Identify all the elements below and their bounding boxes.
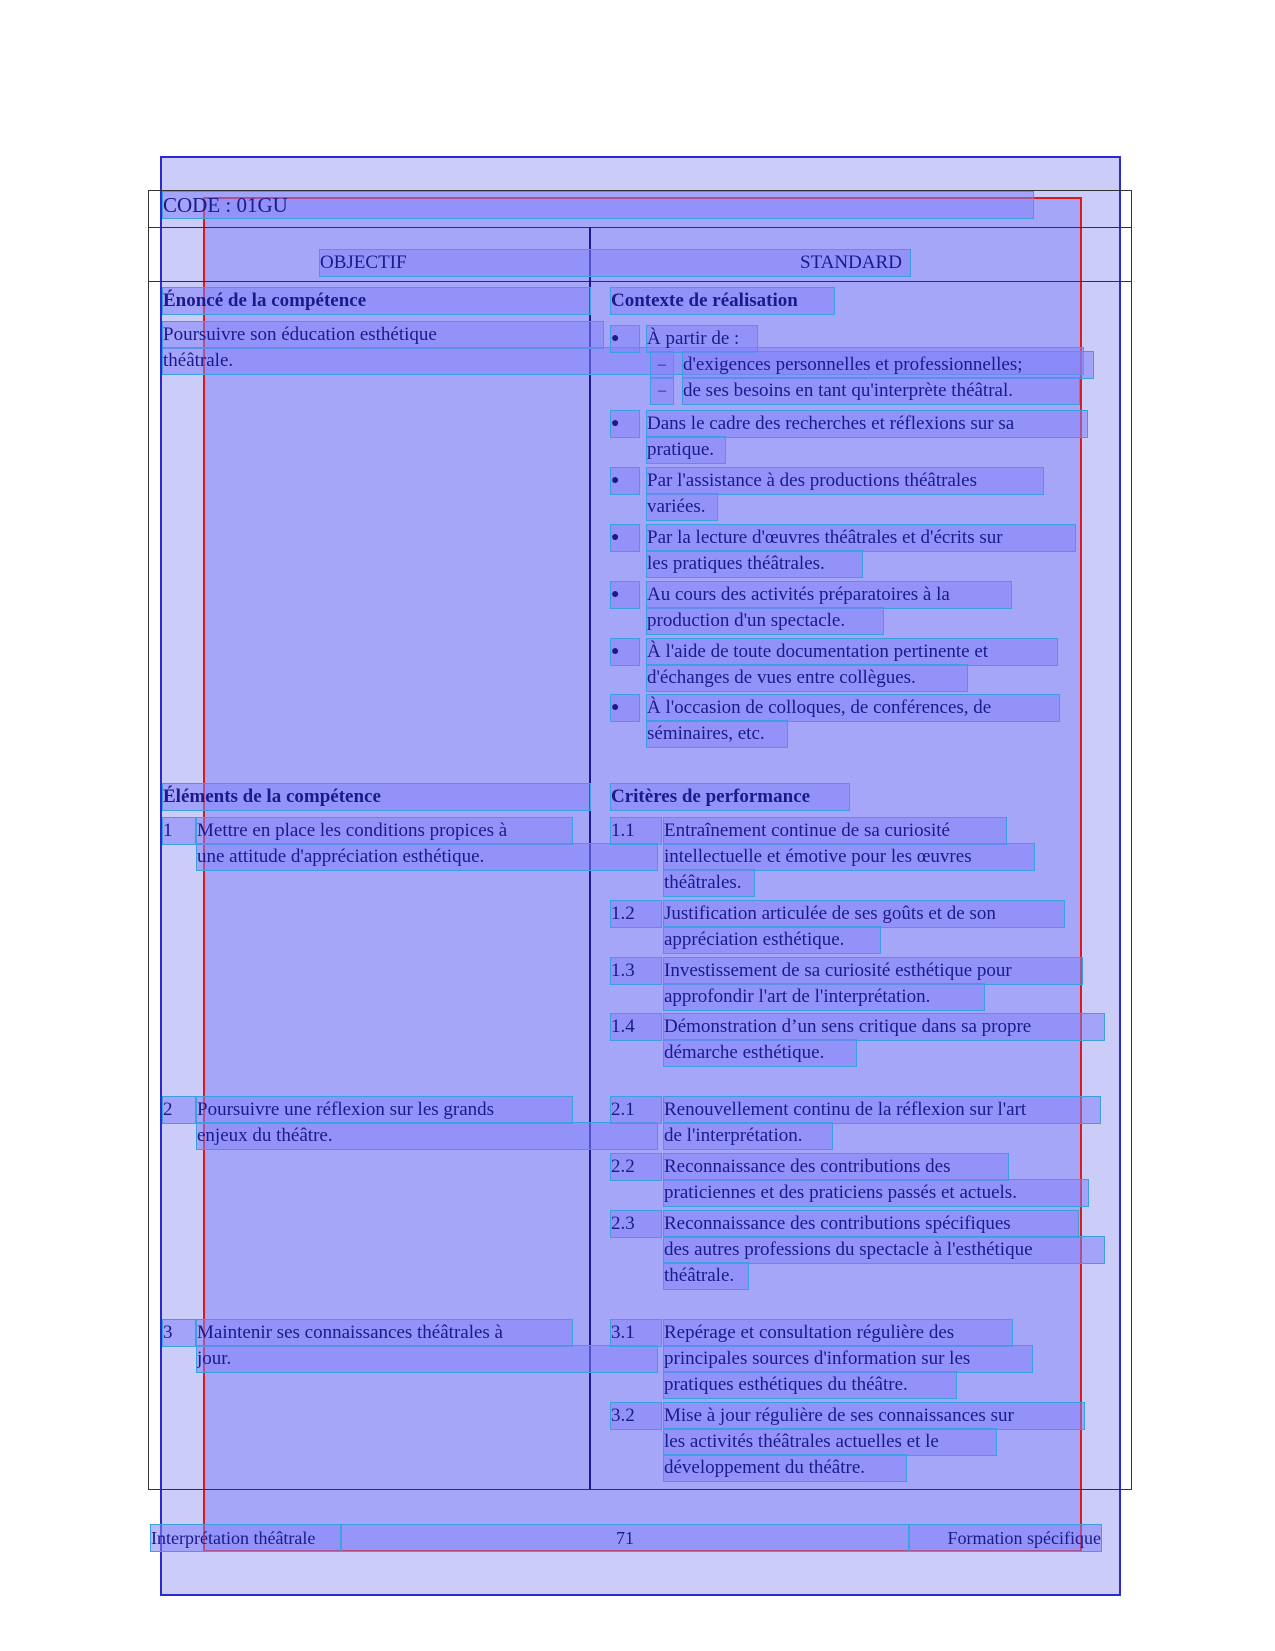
contexte-subitem: de ses besoins en tant qu'interprète théâtral. [683,378,1079,404]
footer-program: Interprétation théâtrale [151,1525,341,1551]
criteres-heading: Critères de performance [611,784,849,810]
critere-line: intellectuelle et émotive pour les œuvres [664,844,1034,870]
critere-line: les activités théâtrales actuelles et le [664,1429,996,1455]
contexte-item-line: À l'occasion de colloques, de conférences, de [647,695,1059,721]
critere-line: Démonstration d’un sens critique dans sa propre [664,1014,1104,1040]
contexte-intro: À partir de : [647,326,757,352]
bullet-icon: ● [611,582,639,608]
critere-line: Renouvellement continu de la réflexion sur l'art [664,1097,1100,1123]
bullet-icon: ● [611,411,639,437]
element-line: Maintenir ses connaissances théâtrales à [197,1320,572,1346]
critere-number: 2.2 [611,1154,661,1180]
enonce-heading: Énoncé de la compétence [163,288,590,314]
critere-line: pratiques esthétiques du théâtre. [664,1372,956,1398]
contexte-item-line: d'échanges de vues entre collègues. [647,665,967,691]
element-line: une attitude d'appréciation esthétique. [197,844,657,870]
contexte-subitem: d'exigences personnelles et professionnelles; [683,352,1093,378]
contexte-item-line: À l'aide de toute documentation pertinente et [647,639,1057,665]
critere-line: démarche esthétique. [664,1040,856,1066]
contexte-item-line: Dans le cadre des recherches et réflexions sur sa [647,411,1087,437]
element-number: 1 [163,818,195,844]
contexte-item-line: séminaires, etc. [647,721,787,747]
element-line: Poursuivre une réflexion sur les grands [197,1097,572,1123]
critere-number: 2.3 [611,1211,661,1237]
dash-icon: – [651,352,673,378]
critere-line: de l'interprétation. [664,1123,832,1149]
bullet-icon: ● [611,326,639,352]
enonce-line-2: théâtrale. [163,348,1083,374]
critere-number: 1.2 [611,901,661,927]
critere-line: principales sources d'information sur les [664,1346,1032,1372]
contexte-item-line: les pratiques théâtrales. [647,551,862,577]
code-label: CODE : 01GU [163,192,1033,218]
column-header-objectif: OBJECTIF [320,250,910,276]
critere-line: Repérage et consultation régulière des [664,1320,1012,1346]
critere-line: Entraînement continue de sa curiosité [664,818,1006,844]
element-line: jour. [197,1346,657,1372]
column-header-standard: STANDARD [800,252,902,273]
critere-number: 3.2 [611,1403,661,1429]
element-line: enjeux du théâtre. [197,1123,657,1149]
bullet-icon: ● [611,639,639,665]
critere-line: Reconnaissance des contributions des [664,1154,1008,1180]
element-line: Mettre en place les conditions propices à [197,818,572,844]
element-number: 2 [163,1097,195,1123]
critere-line: développement du théâtre. [664,1455,906,1481]
critere-line: théâtrale. [664,1263,748,1289]
critere-line: des autres professions du spectacle à l'esthétique [664,1237,1104,1263]
critere-line: Investissement de sa curiosité esthétique pour [664,958,1082,984]
critere-line: théâtrales. [664,870,754,896]
critere-line: Mise à jour régulière de ses connaissances sur [664,1403,1084,1429]
critere-line: Justification articulée de ses goûts et de son [664,901,1064,927]
critere-number: 1.3 [611,958,661,984]
bullet-icon: ● [611,525,639,551]
critere-line: praticiennes et des praticiens passés et actuels. [664,1180,1088,1206]
critere-line: Reconnaissance des contributions spécifiques [664,1211,1078,1237]
columns-divider [148,281,1132,282]
critere-line: approfondir l'art de l'interprétation. [664,984,984,1010]
critere-number: 1.4 [611,1014,661,1040]
contexte-item-line: Par l'assistance à des productions théâtrales [647,468,1043,494]
dash-icon: – [651,378,673,404]
contexte-heading: Contexte de réalisation [611,288,834,314]
critere-number: 3.1 [611,1320,661,1346]
critere-line: appréciation esthétique. [664,927,880,953]
enonce-line-1: Poursuivre son éducation esthétique [163,322,603,348]
bullet-icon: ● [611,468,639,494]
contexte-item-line: Au cours des activités préparatoires à la [647,582,1011,608]
bullet-icon: ● [611,695,639,721]
critere-number: 1.1 [611,818,661,844]
footer-page-number: 71 [341,1525,909,1551]
elements-heading: Éléments de la compétence [163,784,590,810]
footer-section: Formation spécifique [909,1525,1101,1551]
contexte-item-line: variées. [647,494,717,520]
header-divider [148,227,1132,228]
contexte-item-line: production d'un spectacle. [647,608,883,634]
critere-number: 2.1 [611,1097,661,1123]
contexte-item-line: pratique. [647,437,725,463]
contexte-item-line: Par la lecture d'œuvres théâtrales et d'écrits sur [647,525,1075,551]
element-number: 3 [163,1320,195,1346]
